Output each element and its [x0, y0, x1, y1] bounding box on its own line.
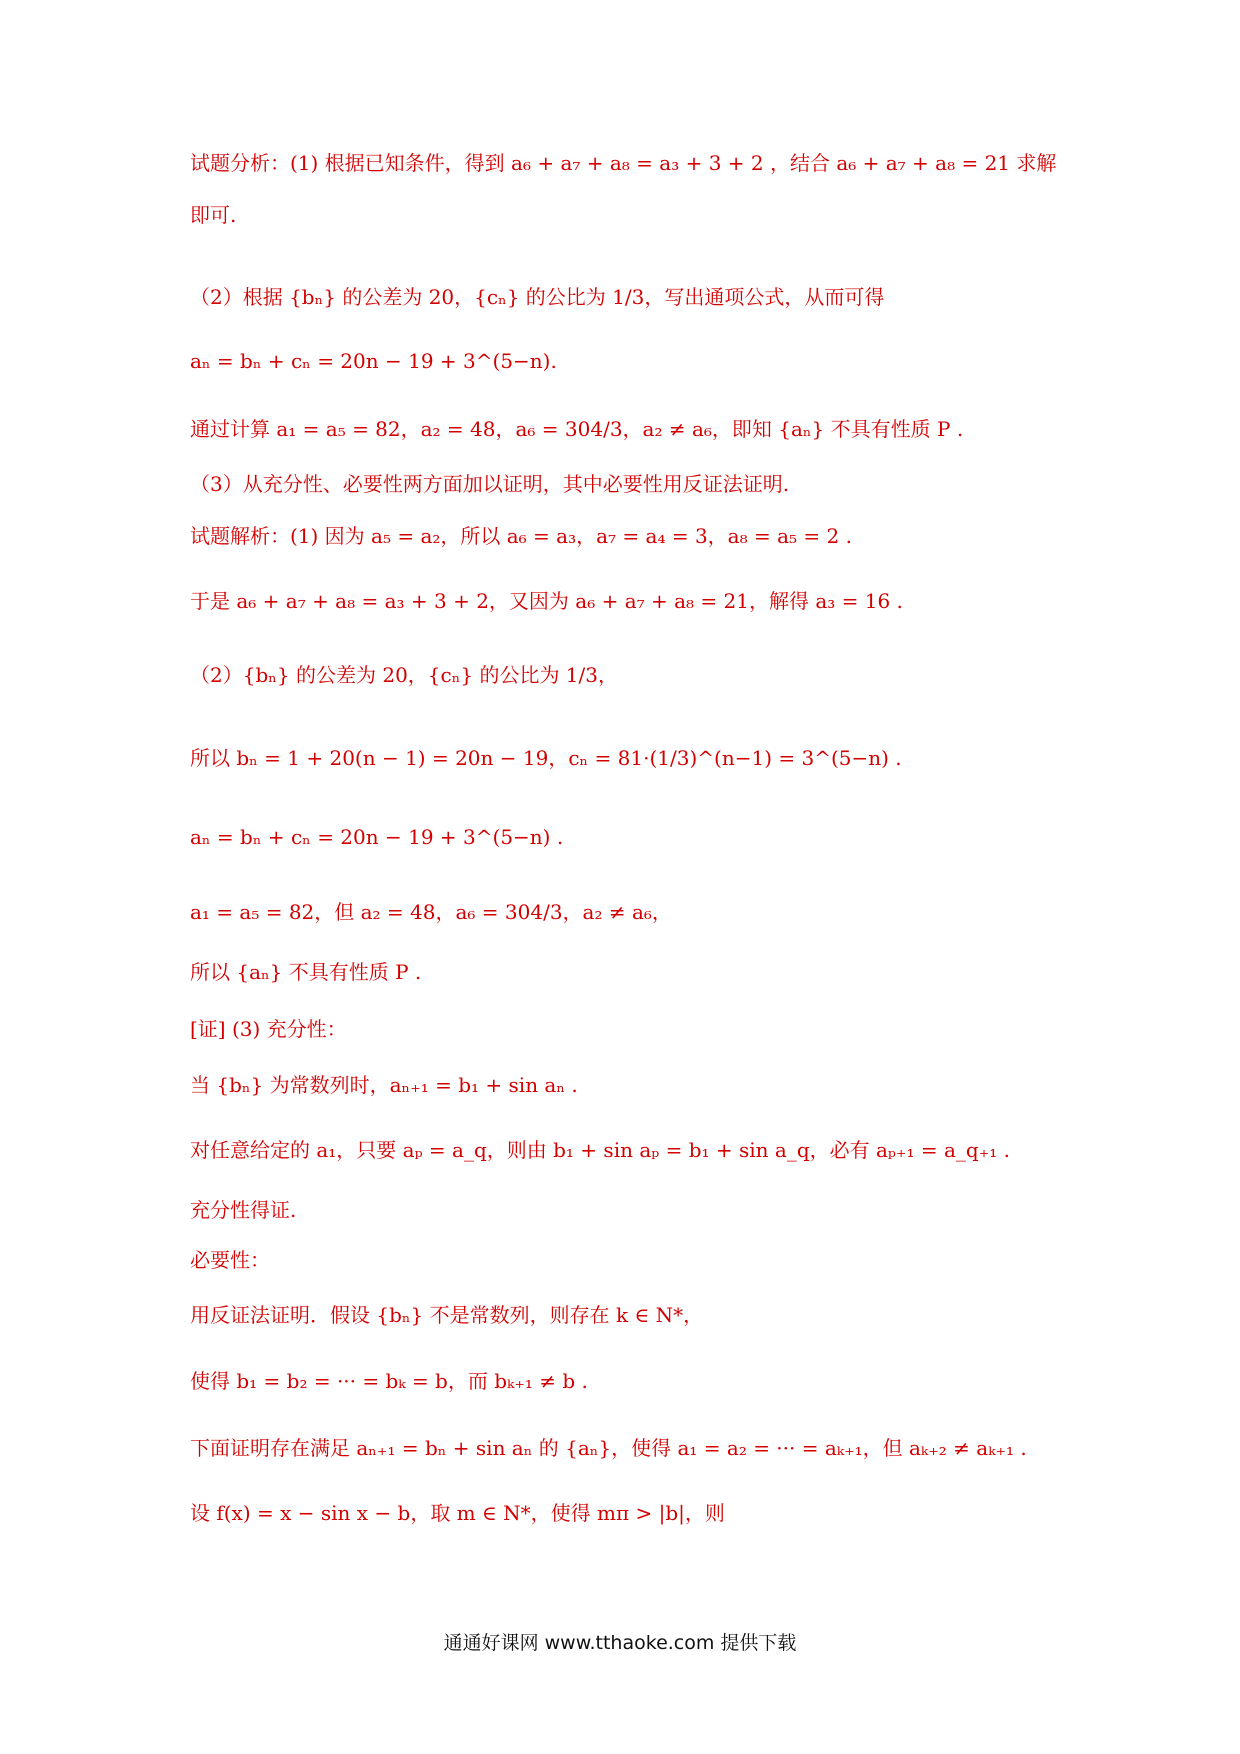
text-line: 即可.	[190, 203, 237, 227]
text-line: 使得 b₁ = b₂ = ··· = bₖ = b，而 bₖ₊₁ ≠ b .	[190, 1369, 588, 1393]
text-line: 所以 bₙ = 1 + 20(n − 1) = 20n − 19，cₙ = 81·(1/3)^(n−1) = 3^(5−n) .	[190, 746, 902, 770]
text-line: 试题分析：(1) 根据已知条件，得到 a₆ + a₇ + a₈ = a₃ + 3 + 2 ，结合 a₆ + a₇ + a₈ = 21 求解	[190, 151, 1057, 175]
text-line: 必要性：	[190, 1248, 270, 1272]
text-line: 试题解析：(1) 因为 a₅ = a₂，所以 a₆ = a₃，a₇ = a₄ = 3，a₈ = a₅ = 2 .	[190, 524, 852, 548]
text-line: 当 {bₙ} 为常数列时，aₙ₊₁ = b₁ + sin aₙ .	[190, 1073, 578, 1097]
text-line: 设 f(x) = x − sin x − b，取 m ∈ N*，使得 mπ > |b|，则	[190, 1501, 725, 1525]
footer-text: 通通好课网 www.tthaoke.com 提供下载	[443, 1632, 797, 1654]
text-line: [证] (3) 充分性：	[190, 1017, 347, 1041]
text-line: 通过计算 a₁ = a₅ = 82，a₂ = 48，a₆ = 304/3，a₂ ≠ a₆，即知 {aₙ} 不具有性质 P .	[190, 417, 964, 441]
text-line: 于是 a₆ + a₇ + a₈ = a₃ + 3 + 2，又因为 a₆ + a₇ + a₈ = 21，解得 a₃ = 16 .	[190, 589, 903, 613]
text-line: 用反证法证明．假设 {bₙ} 不是常数列，则存在 k ∈ N*，	[190, 1303, 704, 1327]
text-line: （2）根据 {bₙ} 的公差为 20，{cₙ} 的公比为 1/3，写出通项公式，从而可得	[190, 285, 885, 309]
text-line: 所以 {aₙ} 不具有性质 P .	[190, 960, 422, 984]
text-line: aₙ = bₙ + cₙ = 20n − 19 + 3^(5−n) .	[190, 825, 564, 849]
text-line: a₁ = a₅ = 82，但 a₂ = 48，a₆ = 304/3，a₂ ≠ a₆，	[190, 900, 672, 924]
text-line: 下面证明存在满足 aₙ₊₁ = bₙ + sin aₙ 的 {aₙ}，使得 a₁ = a₂ = ··· = aₖ₊₁，但 aₖ₊₂ ≠ aₖ₊₁ .	[190, 1436, 1027, 1460]
text-line: aₙ = bₙ + cₙ = 20n − 19 + 3^(5−n).	[190, 349, 557, 373]
text-line: 对任意给定的 a₁，只要 aₚ = a_q，则由 b₁ + sin aₚ = b₁ + sin a_q，必有 aₚ₊₁ = a_q₊₁ .	[190, 1138, 1010, 1162]
text-line: （3）从充分性、必要性两方面加以证明，其中必要性用反证法证明.	[190, 472, 790, 496]
text-line: （2）{bₙ} 的公差为 20，{cₙ} 的公比为 1/3，	[190, 663, 618, 687]
text-line: 充分性得证.	[190, 1198, 297, 1222]
